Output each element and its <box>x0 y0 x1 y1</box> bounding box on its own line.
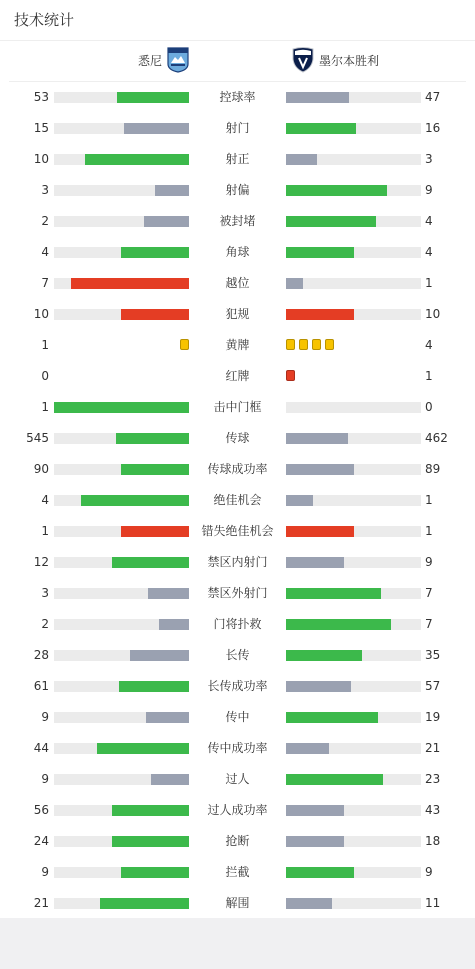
away-stat-value: 89 <box>425 462 441 476</box>
stat-label: 传球 <box>225 431 250 445</box>
home-bar-track <box>54 185 189 196</box>
away-bar-fill <box>286 309 354 320</box>
home-stat-value: 9 <box>41 865 49 879</box>
stat-label: 长传 <box>225 648 250 662</box>
away-bar-fill <box>286 278 303 289</box>
stat-label: 击中门框 <box>213 400 262 414</box>
away-bar-track <box>286 247 421 258</box>
away-bar-track <box>286 433 421 444</box>
home-stat-value: 21 <box>33 896 49 910</box>
home-stat-value: 90 <box>33 462 49 476</box>
stat-label: 被封堵 <box>219 214 256 228</box>
home-bar-fill <box>155 185 189 196</box>
away-bar-track <box>286 681 421 692</box>
yellow-card-icon <box>299 339 308 350</box>
home-bar-track <box>54 650 189 661</box>
away-bar-track <box>286 154 421 165</box>
red-card-icon <box>286 370 295 381</box>
home-stat-value: 56 <box>33 803 49 817</box>
away-stat-value: 462 <box>425 431 448 445</box>
home-bar-fill <box>54 402 189 413</box>
away-bar-fill <box>286 185 387 196</box>
home-cards <box>176 339 189 352</box>
home-bar-fill <box>117 92 189 103</box>
stat-row <box>0 335 475 366</box>
away-bar-track <box>286 805 421 816</box>
home-bar-fill <box>116 433 189 444</box>
stat-row <box>0 459 475 490</box>
away-stat-value: 10 <box>425 307 441 321</box>
stat-label: 解围 <box>225 896 250 910</box>
home-stat-value: 1 <box>41 400 49 414</box>
stat-label: 红牌 <box>225 369 250 383</box>
home-bar-fill <box>121 867 189 878</box>
home-bar-track <box>54 402 189 413</box>
away-stat-value: 1 <box>425 276 433 290</box>
home-bar-track <box>54 526 189 537</box>
stat-label: 射正 <box>225 152 250 166</box>
away-bar-track <box>286 123 421 134</box>
home-bar-fill <box>112 836 189 847</box>
home-bar-track <box>54 309 189 320</box>
stat-row <box>0 87 475 118</box>
away-bar-track <box>286 619 421 630</box>
away-stat-value: 18 <box>425 834 441 848</box>
stat-label: 传中成功率 <box>207 741 268 755</box>
home-bar-fill <box>121 309 189 320</box>
home-stat-value: 12 <box>33 555 49 569</box>
away-stat-value: 16 <box>425 121 441 135</box>
away-bar-fill <box>286 216 376 227</box>
home-stat-value: 9 <box>41 710 49 724</box>
away-bar-track <box>286 898 421 909</box>
home-bar-fill <box>81 495 189 506</box>
home-stat-value: 4 <box>41 245 49 259</box>
stat-label: 禁区内射门 <box>207 555 268 569</box>
home-stat-value: 10 <box>33 152 49 166</box>
home-stat-value: 28 <box>33 648 49 662</box>
away-cards <box>286 370 299 383</box>
home-bar-track <box>54 92 189 103</box>
away-bar-track <box>286 650 421 661</box>
stat-row <box>0 645 475 676</box>
away-bar-track <box>286 526 421 537</box>
home-stat-value: 9 <box>41 772 49 786</box>
away-bar-track <box>286 588 421 599</box>
away-stat-value: 11 <box>425 896 441 910</box>
away-bar-fill <box>286 495 313 506</box>
away-stat-value: 19 <box>425 710 441 724</box>
stat-label: 控球率 <box>219 90 256 104</box>
home-bar-track <box>54 123 189 134</box>
away-bar-track <box>286 309 421 320</box>
home-bar-fill <box>71 278 189 289</box>
away-bar-track <box>286 495 421 506</box>
home-bar-track <box>54 712 189 723</box>
stat-row <box>0 738 475 769</box>
stat-row <box>0 242 475 273</box>
header-divider <box>9 81 466 82</box>
home-stat-value: 53 <box>33 90 49 104</box>
home-bar-fill <box>151 774 189 785</box>
stat-row <box>0 552 475 583</box>
home-bar-track <box>54 898 189 909</box>
away-bar-track <box>286 216 421 227</box>
home-bar-track <box>54 588 189 599</box>
away-bar-fill <box>286 774 383 785</box>
home-bar-fill <box>100 898 189 909</box>
away-stat-value: 0 <box>425 400 433 414</box>
home-stat-value: 545 <box>26 431 49 445</box>
home-bar-fill <box>130 650 189 661</box>
stat-row <box>0 521 475 552</box>
away-bar-track <box>286 92 421 103</box>
home-bar-fill <box>97 743 189 754</box>
home-bar-track <box>54 836 189 847</box>
stat-row <box>0 273 475 304</box>
team-header <box>0 41 475 81</box>
home-stat-value: 7 <box>41 276 49 290</box>
stat-row <box>0 211 475 242</box>
away-bar-fill <box>286 650 362 661</box>
stat-label: 传球成功率 <box>207 462 268 476</box>
home-bar-track <box>54 867 189 878</box>
stat-label: 拦截 <box>225 865 250 879</box>
home-stat-value: 4 <box>41 493 49 507</box>
home-team-name: 悉尼 <box>137 54 162 68</box>
away-bar-fill <box>286 836 344 847</box>
stat-row <box>0 118 475 149</box>
home-bar-track <box>54 681 189 692</box>
away-stat-value: 1 <box>425 524 433 538</box>
stat-label: 越位 <box>225 276 250 290</box>
home-bar-track <box>54 247 189 258</box>
stat-row <box>0 831 475 862</box>
away-stat-value: 7 <box>425 586 433 600</box>
away-bar-fill <box>286 92 349 103</box>
away-bar-track <box>286 867 421 878</box>
stat-label: 禁区外射门 <box>207 586 268 600</box>
away-stat-value: 47 <box>425 90 441 104</box>
page-title: 技术统计 <box>14 11 75 29</box>
home-stat-value: 3 <box>41 586 49 600</box>
away-bar-fill <box>286 712 378 723</box>
stat-label: 绝佳机会 <box>213 493 262 507</box>
away-cards <box>286 339 338 352</box>
away-bar-track <box>286 278 421 289</box>
home-bar-fill <box>85 154 189 165</box>
away-bar-fill <box>286 464 354 475</box>
stat-label: 角球 <box>225 245 250 259</box>
stat-row <box>0 397 475 428</box>
stat-row <box>0 800 475 831</box>
stat-row <box>0 180 475 211</box>
away-bar-track <box>286 464 421 475</box>
home-bar-track <box>54 464 189 475</box>
away-bar-fill <box>286 619 391 630</box>
home-bar-track <box>54 774 189 785</box>
home-bar-track <box>54 743 189 754</box>
home-bar-fill <box>121 247 189 258</box>
away-stat-value: 1 <box>425 493 433 507</box>
home-stat-value: 0 <box>41 369 49 383</box>
away-team-name: 墨尔本胜利 <box>319 54 380 68</box>
away-bar-track <box>286 712 421 723</box>
home-stat-value: 61 <box>33 679 49 693</box>
sydney-fc-crest-icon <box>167 47 189 73</box>
stat-label: 犯规 <box>225 307 250 321</box>
home-stat-value: 10 <box>33 307 49 321</box>
home-bar-track <box>54 805 189 816</box>
home-bar-fill <box>144 216 189 227</box>
stat-label: 抢断 <box>225 834 250 848</box>
home-stat-value: 2 <box>41 214 49 228</box>
away-bar-fill <box>286 247 354 258</box>
home-bar-fill <box>148 588 189 599</box>
away-stat-value: 4 <box>425 245 433 259</box>
home-stat-value: 44 <box>33 741 49 755</box>
yellow-card-icon <box>325 339 334 350</box>
stat-row <box>0 769 475 800</box>
home-bar-track <box>54 433 189 444</box>
away-bar-fill <box>286 898 332 909</box>
away-bar-fill <box>286 526 354 537</box>
away-bar-fill <box>286 433 348 444</box>
home-bar-track <box>54 154 189 165</box>
stat-label: 过人 <box>225 772 250 786</box>
home-stat-value: 15 <box>33 121 49 135</box>
away-stat-value: 4 <box>425 214 433 228</box>
stat-label: 射门 <box>225 121 250 135</box>
home-bar-track <box>54 216 189 227</box>
home-bar-fill <box>112 557 189 568</box>
away-stat-value: 43 <box>425 803 441 817</box>
away-bar-track <box>286 557 421 568</box>
stat-row <box>0 583 475 614</box>
away-stat-value: 4 <box>425 338 433 352</box>
stat-label: 传中 <box>225 710 250 724</box>
home-bar-track <box>54 278 189 289</box>
stat-row <box>0 428 475 459</box>
stat-row <box>0 149 475 180</box>
away-bar-fill <box>286 557 344 568</box>
stat-row <box>0 707 475 738</box>
away-stat-value: 35 <box>425 648 441 662</box>
away-bar-fill <box>286 867 354 878</box>
away-stat-value: 21 <box>425 741 441 755</box>
home-bar-fill <box>121 526 189 537</box>
away-bar-fill <box>286 743 329 754</box>
stat-row <box>0 614 475 645</box>
stat-label: 黄牌 <box>225 338 250 352</box>
stat-row <box>0 862 475 893</box>
home-bar-fill <box>146 712 189 723</box>
stat-row <box>0 490 475 521</box>
away-stat-value: 9 <box>425 555 433 569</box>
home-stat-value: 3 <box>41 183 49 197</box>
stat-label: 错失绝佳机会 <box>201 524 274 538</box>
yellow-card-icon <box>286 339 295 350</box>
home-bar-fill <box>121 464 189 475</box>
away-bar-track <box>286 743 421 754</box>
away-stat-value: 7 <box>425 617 433 631</box>
away-bar-track <box>286 836 421 847</box>
away-bar-fill <box>286 123 356 134</box>
home-stat-value: 1 <box>41 524 49 538</box>
home-stat-value: 1 <box>41 338 49 352</box>
home-bar-track <box>54 557 189 568</box>
melbourne-victory-crest-icon <box>292 47 314 73</box>
away-stat-value: 3 <box>425 152 433 166</box>
stat-row <box>0 304 475 335</box>
home-stat-value: 24 <box>33 834 49 848</box>
stat-row <box>0 366 475 397</box>
stat-row <box>0 893 475 924</box>
away-stat-value: 57 <box>425 679 441 693</box>
home-stat-value: 2 <box>41 617 49 631</box>
stat-row <box>0 676 475 707</box>
stat-label: 射偏 <box>225 183 250 197</box>
home-bar-track <box>54 619 189 630</box>
yellow-card-icon <box>312 339 321 350</box>
stat-label: 门将扑救 <box>213 617 262 631</box>
home-bar-track <box>54 495 189 506</box>
home-bar-fill <box>159 619 189 630</box>
away-bar-track <box>286 402 421 413</box>
away-bar-fill <box>286 805 344 816</box>
away-bar-fill <box>286 154 317 165</box>
yellow-card-icon <box>180 339 189 350</box>
away-stat-value: 23 <box>425 772 441 786</box>
home-bar-fill <box>112 805 189 816</box>
away-stat-value: 9 <box>425 183 433 197</box>
away-bar-fill <box>286 588 381 599</box>
away-bar-track <box>286 185 421 196</box>
away-bar-track <box>286 774 421 785</box>
stat-label: 长传成功率 <box>207 679 268 693</box>
away-stat-value: 9 <box>425 865 433 879</box>
away-stat-value: 1 <box>425 369 433 383</box>
home-bar-fill <box>119 681 189 692</box>
away-bar-fill <box>286 681 351 692</box>
home-bar-fill <box>124 123 189 134</box>
stat-label: 过人成功率 <box>207 803 268 817</box>
